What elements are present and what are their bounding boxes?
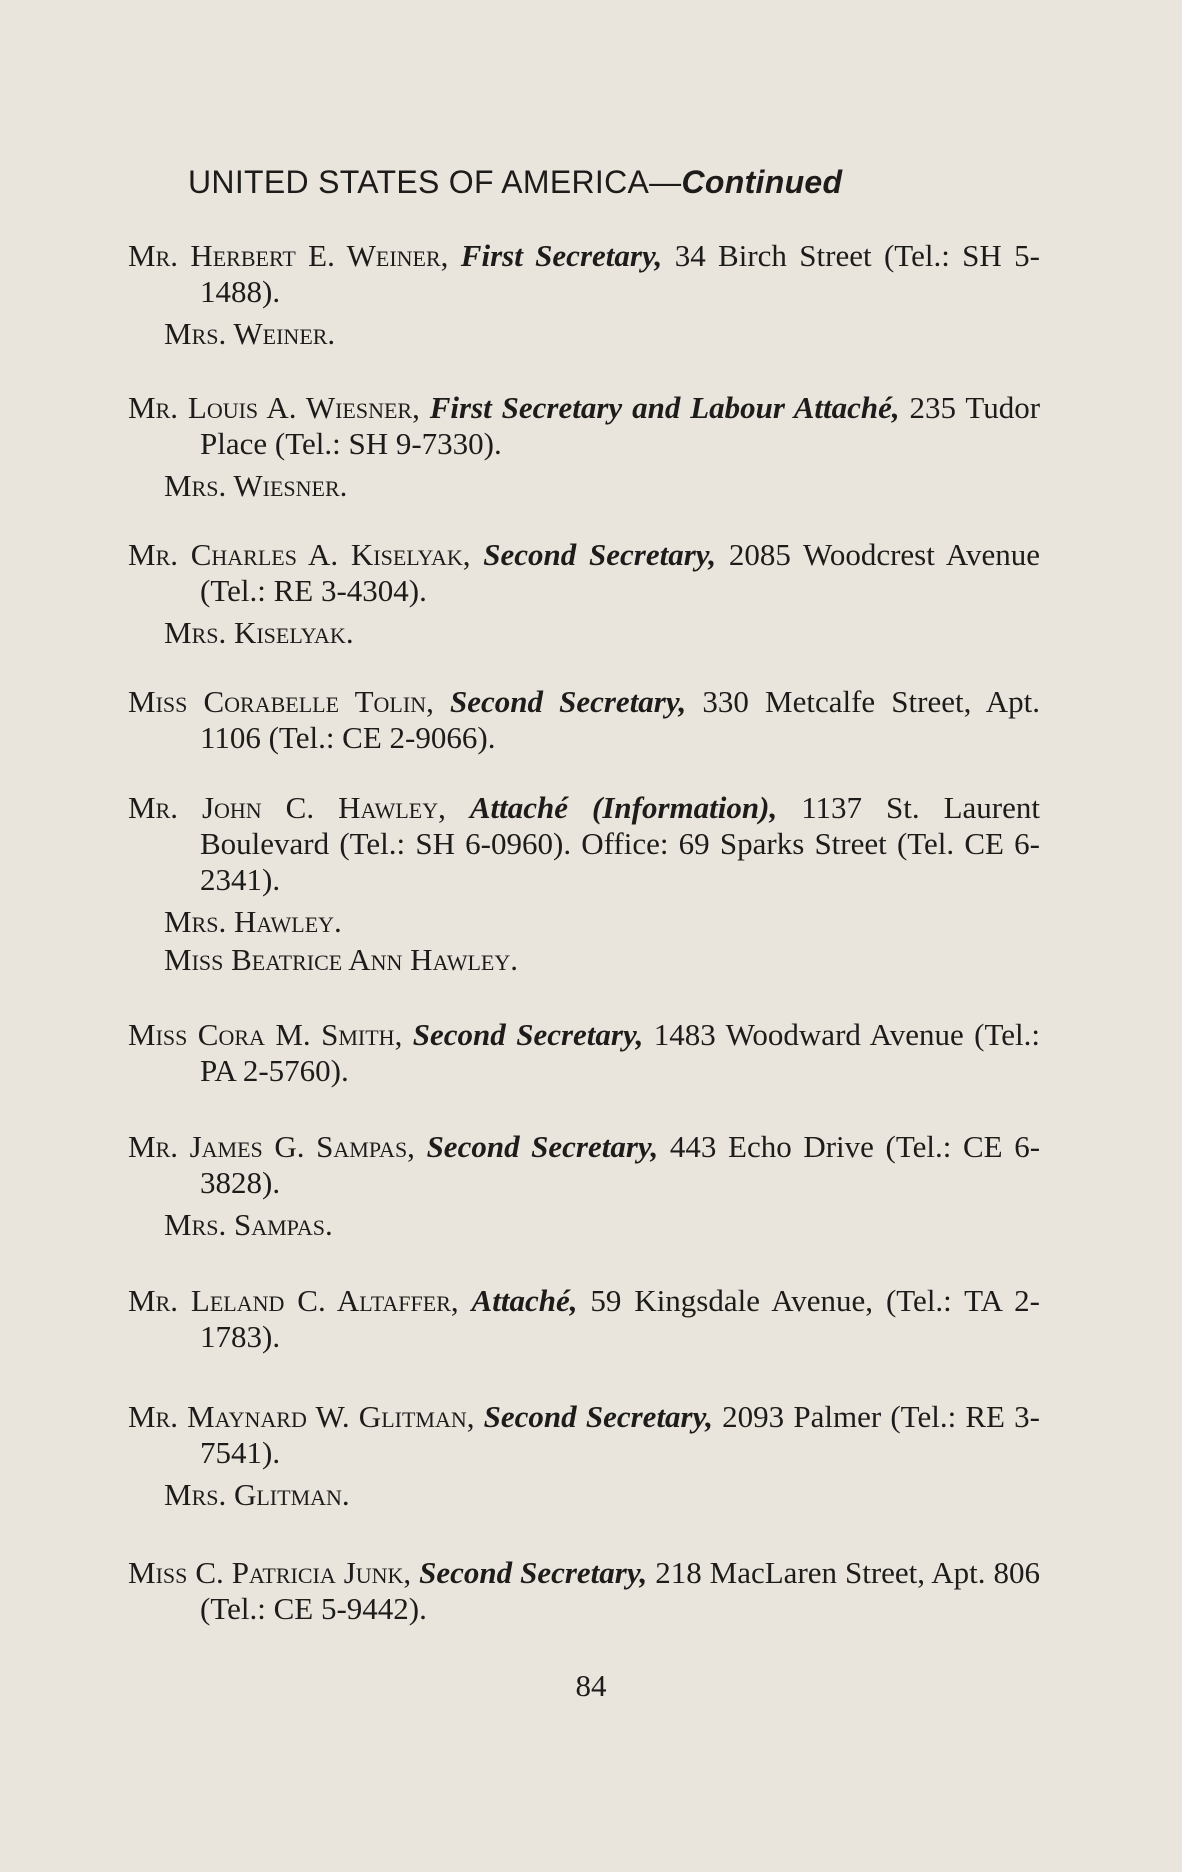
page-heading [188,164,842,201]
heading-continued: Continued [681,164,843,200]
entry-details: 218 MacLaren Street, Apt. 806 (Tel.: CE 5-9442). [200,1555,1041,1626]
entry-name: Miss Corabelle Tolin, [128,684,434,719]
entry-name: Miss C. Patricia Junk, [128,1555,412,1590]
entry-name: Mr. Charles A. Kiselyak, [128,537,471,572]
directory-entry [128,1399,1040,1513]
entry-role: Second Secretary, [483,1399,713,1434]
entry-role: Attaché (Information), [469,790,778,825]
entry-name: Mr. Louis A. Wiesner, [128,390,420,425]
directory-entry [128,1283,1040,1355]
family-member: Mrs. Hawley. [164,904,342,939]
directory-entry [128,238,1040,352]
entry-role: First Secretary and Labour Attaché, [429,390,900,425]
directory-entry [128,1129,1040,1243]
entry-role: Second Secretary, [426,1129,659,1164]
directory-entry [128,790,1040,978]
entry-text [128,1017,1040,1089]
entry-text [128,238,1040,310]
family-member: Mrs. Kiselyak. [164,615,354,650]
entry-name: Mr. John C. Hawley, [128,790,446,825]
entry-text [128,1283,1040,1355]
entry-role: Second Secretary, [412,1017,644,1052]
entry-details: 443 Echo Drive (Tel.: CE 6-3828). [200,1129,1041,1200]
entry-name: Miss Cora M. Smith, [128,1017,403,1052]
family-member: Mrs. Wiesner. [164,468,348,503]
family-member: Mrs. Sampas. [164,1207,333,1242]
entry-text [128,537,1040,609]
entry-details: 1137 St. Laurent Boulevard (Tel.: SH 6-0960). Office: 69 Sparks Street (Tel. CE 6-2341). [200,790,1040,897]
entry-details: 1483 Woodward Avenue (Tel.: PA 2-5760). [200,1017,1040,1088]
entry-name: Mr. James G. Sampas, [128,1129,415,1164]
entry-text [128,790,1040,898]
entry-name: Mr. Maynard W. Glitman, [128,1399,475,1434]
entry-name: Mr. Herbert E. Weiner, [128,238,449,273]
page-number: 84 [575,1668,607,1703]
heading-title: UNITED STATES OF AMERICA— [188,164,682,200]
family-member: Miss Beatrice Ann Hawley. [164,942,518,977]
entry-text [128,390,1040,462]
entry-text [128,1555,1040,1627]
directory-entry [128,390,1040,504]
entry-text [128,1129,1040,1201]
entry-details: 2093 Palmer (Tel.: RE 3-7541). [200,1399,1040,1470]
family-member: Mrs. Glitman. [164,1477,350,1512]
entry-role: First Secretary, [460,238,663,273]
entry-role: Second Secretary, [449,684,687,719]
entry-details: 34 Birch Street (Tel.: SH 5-1488). [200,238,1041,309]
entry-text [128,684,1040,756]
entry-role: Attaché, [471,1283,578,1318]
entry-role: Second Secretary, [419,1555,648,1590]
directory-entry [128,1017,1040,1089]
entry-details: 330 Metcalfe Street, Apt. 1106 (Tel.: CE 2-9066). [200,684,1041,755]
entry-text [128,1399,1040,1471]
entry-role: Second Secretary, [483,537,717,572]
entry-details: 2085 Woodcrest Avenue (Tel.: RE 3-4304). [200,537,1040,608]
directory-entry [128,537,1040,651]
entry-details: 235 Tudor Place (Tel.: SH 9-7330). [200,390,1041,461]
entry-name: Mr. Leland C. Altaffer, [128,1283,459,1318]
entry-details: 59 Kingsdale Avenue, (Tel.: TA 2-1783). [200,1283,1041,1354]
family-member: Mrs. Weiner. [164,316,336,351]
directory-entry [128,1555,1040,1627]
directory-entry [128,684,1040,756]
